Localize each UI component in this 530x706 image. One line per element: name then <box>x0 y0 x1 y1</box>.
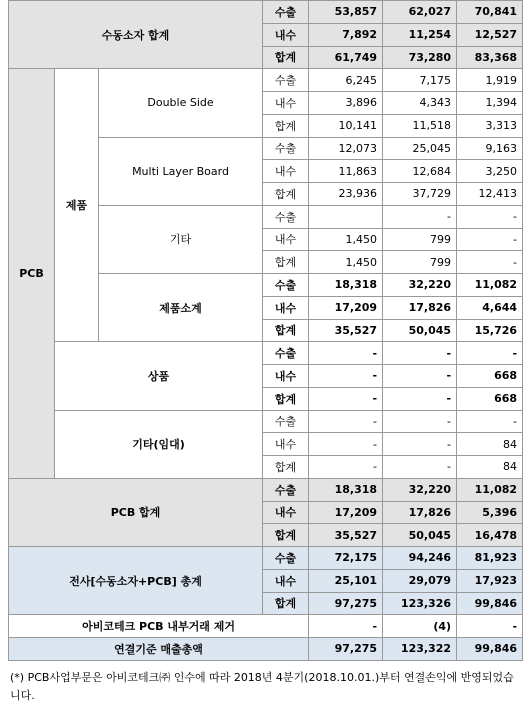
value-cell: 29,079 <box>383 569 457 592</box>
value-cell: 61,749 <box>309 46 383 69</box>
footnote: (*) PCB사업부문은 아비코테크㈜ 인수에 따라 2018년 4분기(2018.10.01.)부터 연결손익에 반영되었습니다. <box>10 671 514 702</box>
value-cell: 32,220 <box>383 478 457 501</box>
value-cell: 37,729 <box>383 183 457 206</box>
value-cell <box>309 205 383 228</box>
value-cell: 23,936 <box>309 183 383 206</box>
value-cell: (4) <box>383 615 457 638</box>
value-cell: - <box>383 410 457 433</box>
revenue-table <box>8 0 523 661</box>
elimination-label: 아비코테크 PCB 내부거래 제거 <box>9 615 309 638</box>
value-cell: 84 <box>457 433 523 456</box>
value-cell: 72,175 <box>309 547 383 570</box>
type-cell: 합계 <box>263 251 309 274</box>
value-cell: 11,254 <box>383 23 457 46</box>
value-cell: 1,450 <box>309 228 383 251</box>
value-cell: 1,919 <box>457 69 523 92</box>
value-cell: - <box>309 387 383 410</box>
value-cell: 97,275 <box>309 638 383 661</box>
type-cell: 수출 <box>263 205 309 228</box>
value-cell: 15,726 <box>457 319 523 342</box>
type-cell: 내수 <box>263 23 309 46</box>
section-label-product-subtotal: 제품소계 <box>99 274 263 342</box>
value-cell: - <box>457 251 523 274</box>
value-cell: 25,045 <box>383 137 457 160</box>
type-cell: 내수 <box>263 365 309 388</box>
type-cell: 수출 <box>263 342 309 365</box>
type-cell: 합계 <box>263 46 309 69</box>
value-cell: 12,684 <box>383 160 457 183</box>
value-cell: 11,082 <box>457 478 523 501</box>
type-cell: 내수 <box>263 501 309 524</box>
value-cell: 7,892 <box>309 23 383 46</box>
section-label-multi-layer: Multi Layer Board <box>99 137 263 205</box>
value-cell: 11,518 <box>383 114 457 137</box>
value-cell: - <box>383 387 457 410</box>
type-cell: 수출 <box>263 69 309 92</box>
value-cell: - <box>383 433 457 456</box>
section-label-pcb-total: PCB 합계 <box>9 478 263 546</box>
section-label-passive-total: 수동소자 합계 <box>9 1 263 69</box>
value-cell: 17,209 <box>309 501 383 524</box>
value-cell: - <box>457 410 523 433</box>
value-cell: 799 <box>383 251 457 274</box>
value-cell: 3,896 <box>309 92 383 115</box>
value-cell: 35,527 <box>309 319 383 342</box>
value-cell: 99,846 <box>457 638 523 661</box>
value-cell: 84 <box>457 456 523 479</box>
value-cell: 35,527 <box>309 524 383 547</box>
value-cell: 123,326 <box>383 592 457 615</box>
value-cell: 668 <box>457 387 523 410</box>
value-cell: 53,857 <box>309 1 383 24</box>
value-cell: 1,394 <box>457 92 523 115</box>
type-cell: 수출 <box>263 478 309 501</box>
value-cell: 70,841 <box>457 1 523 24</box>
value-cell: 18,318 <box>309 274 383 297</box>
value-cell: 4,644 <box>457 296 523 319</box>
value-cell: - <box>457 615 523 638</box>
value-cell: - <box>383 456 457 479</box>
section-label-etc: 기타 <box>99 205 263 273</box>
value-cell: 1,450 <box>309 251 383 274</box>
value-cell: 32,220 <box>383 274 457 297</box>
value-cell: - <box>457 228 523 251</box>
type-cell: 내수 <box>263 228 309 251</box>
value-cell: - <box>383 365 457 388</box>
type-cell: 수출 <box>263 1 309 24</box>
section-label-double-side: Double Side <box>99 69 263 137</box>
value-cell: - <box>309 365 383 388</box>
value-cell: - <box>457 342 523 365</box>
value-cell: - <box>309 342 383 365</box>
type-cell: 수출 <box>263 274 309 297</box>
section-label-goods: 상품 <box>55 342 263 410</box>
type-cell: 내수 <box>263 569 309 592</box>
value-cell: 18,318 <box>309 478 383 501</box>
value-cell: 97,275 <box>309 592 383 615</box>
type-cell: 합계 <box>263 387 309 410</box>
value-cell: 3,313 <box>457 114 523 137</box>
type-cell: 내수 <box>263 92 309 115</box>
value-cell: 81,923 <box>457 547 523 570</box>
type-cell: 내수 <box>263 433 309 456</box>
value-cell: 73,280 <box>383 46 457 69</box>
value-cell: - <box>457 205 523 228</box>
value-cell: 17,826 <box>383 296 457 319</box>
value-cell: 17,923 <box>457 569 523 592</box>
type-cell: 수출 <box>263 137 309 160</box>
value-cell: - <box>383 205 457 228</box>
type-cell: 수출 <box>263 410 309 433</box>
section-label-pcb: PCB <box>9 69 55 479</box>
type-cell: 합계 <box>263 524 309 547</box>
value-cell: 16,478 <box>457 524 523 547</box>
value-cell: 668 <box>457 365 523 388</box>
type-cell: 합계 <box>263 592 309 615</box>
value-cell: 62,027 <box>383 1 457 24</box>
value-cell: 7,175 <box>383 69 457 92</box>
type-cell: 합계 <box>263 456 309 479</box>
type-cell: 합계 <box>263 319 309 342</box>
value-cell: - <box>309 433 383 456</box>
value-cell: 9,163 <box>457 137 523 160</box>
section-label-rent: 기타(임대) <box>55 410 263 478</box>
value-cell: 83,368 <box>457 46 523 69</box>
value-cell: 11,082 <box>457 274 523 297</box>
section-label-product: 제품 <box>55 69 99 342</box>
type-cell: 합계 <box>263 183 309 206</box>
value-cell: 799 <box>383 228 457 251</box>
value-cell: 123,322 <box>383 638 457 661</box>
type-cell: 수출 <box>263 547 309 570</box>
value-cell: 3,250 <box>457 160 523 183</box>
value-cell: 17,826 <box>383 501 457 524</box>
value-cell: - <box>309 456 383 479</box>
value-cell: 99,846 <box>457 592 523 615</box>
consolidated-label: 연결기준 매출총액 <box>9 638 309 661</box>
type-cell: 합계 <box>263 114 309 137</box>
value-cell: 50,045 <box>383 319 457 342</box>
section-label-grand-total: 전사[수동소자+PCB] 총계 <box>9 547 263 615</box>
type-cell: 내수 <box>263 160 309 183</box>
value-cell: 5,396 <box>457 501 523 524</box>
value-cell: - <box>309 410 383 433</box>
value-cell: 11,863 <box>309 160 383 183</box>
value-cell: 6,245 <box>309 69 383 92</box>
value-cell: 50,045 <box>383 524 457 547</box>
value-cell: 12,527 <box>457 23 523 46</box>
value-cell: 12,073 <box>309 137 383 160</box>
value-cell: 4,343 <box>383 92 457 115</box>
value-cell: - <box>309 615 383 638</box>
value-cell: - <box>383 342 457 365</box>
type-cell: 내수 <box>263 296 309 319</box>
value-cell: 10,141 <box>309 114 383 137</box>
value-cell: 94,246 <box>383 547 457 570</box>
value-cell: 17,209 <box>309 296 383 319</box>
value-cell: 12,413 <box>457 183 523 206</box>
value-cell: 25,101 <box>309 569 383 592</box>
